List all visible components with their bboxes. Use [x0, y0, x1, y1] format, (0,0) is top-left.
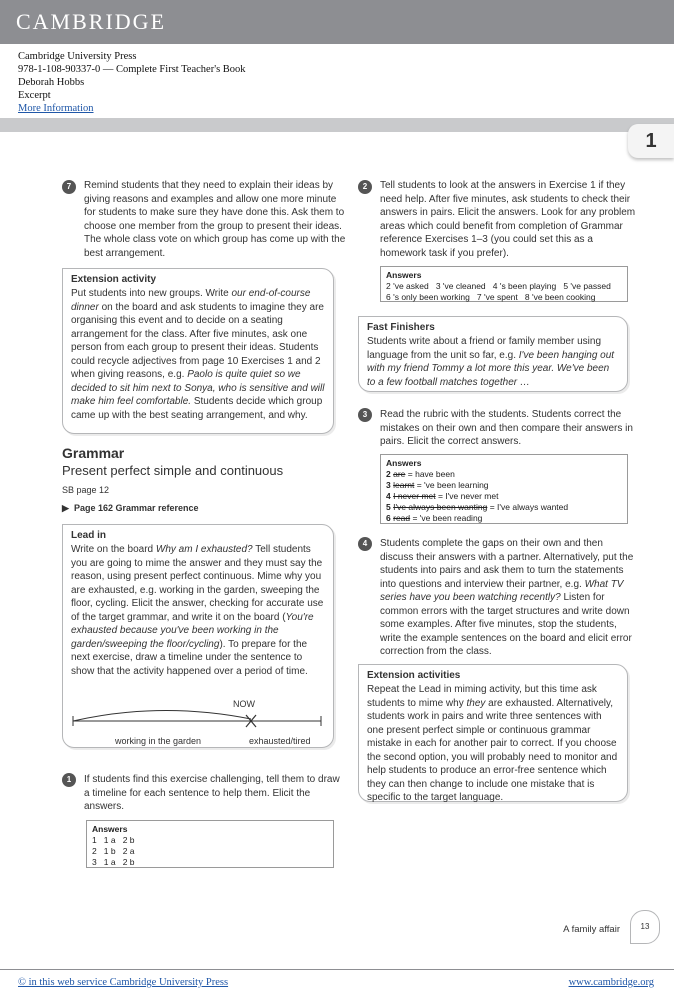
- answer-row: 5 I've always been wanting = I've always wanted: [386, 502, 569, 512]
- step-1-text: If students find this exercise challenging, tell them to draw a timeline for each sentence to help them. Elicit the answers.: [84, 774, 340, 812]
- answer-row: 6 read = 've been reading: [386, 513, 483, 523]
- grammar-reference: ▶ Page 162 Grammar reference: [62, 503, 199, 513]
- copyright-link[interactable]: © in this web service Cambridge University Press: [18, 977, 229, 988]
- step-number: 4: [358, 537, 372, 551]
- timeline-right-label: exhausted/tired: [249, 736, 311, 746]
- cambridge-logo: CAMBRIDGE: [16, 9, 167, 34]
- answers-box-2: [380, 266, 628, 302]
- excerpt-label: Excerpt: [18, 90, 51, 101]
- lead-in-box: [62, 524, 334, 748]
- more-information-link[interactable]: More Information: [18, 103, 94, 114]
- extension-activities-box: [358, 664, 628, 802]
- timeline-now-label: NOW: [233, 699, 255, 709]
- answers-title: Answers: [386, 270, 422, 280]
- lead-in-text: Write on the board Why am I exhausted? Tell students you are going to mime the answer and they must say the reason, using present perfect continuous. Mime why you are exhausted, e.g. working in the garden, sweeping the floor, cycling. Elicit the answer, checking for accurate use of the target grammar, and write it on the board (You're exhausted because you've been working in the garden/sweeping the floor/cycling). To prepare for the next exercise, draw a timeline under the sentence to show that the activity happened over a period of time.: [71, 544, 324, 677]
- fast-finishers-text: Students write about a friend or family member using language from the unit so far, e.g. I've been hanging out with my friend Tommy a lot more this year. We've been to a few football matches together …: [367, 336, 615, 388]
- step-4-text: Students complete the gaps on their own and then discuss their answers with a partner. Alternatively, put the students into pairs and ask them to turn the statements into questions and interview their partner, e.g. What TV series have you been watching recently? Listen for common errors with the target structures and write down some examples. After five minutes, stop the students, write the example sentences on the board and elicit error correction from the class.: [380, 538, 634, 657]
- answers-title: Answers: [386, 458, 422, 468]
- isbn-line: 978-1-108-90337-0 — Complete First Teacher's Book: [18, 64, 246, 75]
- publisher-name: Cambridge University Press: [18, 51, 137, 62]
- step-number: 3: [358, 408, 372, 422]
- footer-divider: [0, 969, 674, 970]
- lead-in-title: Lead in: [71, 530, 107, 541]
- answer-row: 2 1 b 2 a: [92, 846, 135, 856]
- step-7-text: Remind students that they need to explain their ideas by giving reasons and examples and allow one more minute for students to make sure they have done this. Ask them to choose one member from the group to present their ideas. The whole class vote on which group has come up with the best arrangement.: [84, 180, 346, 259]
- answer-row: 6 's only been working 7 've spent 8 've been cooking: [386, 292, 596, 302]
- extension-activities-title: Extension activities: [367, 670, 461, 681]
- answers-title: Answers: [92, 824, 128, 834]
- answer-row: 2 've asked 3 've cleaned 4 's been playing 5 've passed: [386, 281, 611, 291]
- answer-row: 4 I never met = I've never met: [386, 491, 499, 501]
- publisher-banner: [0, 0, 674, 44]
- step-number: 7: [62, 180, 76, 194]
- author-name: Deborah Hobbs: [18, 77, 85, 88]
- answer-row: 1 1 a 2 b: [92, 835, 135, 845]
- extension-activity-title: Extension activity: [71, 274, 157, 285]
- extension-activity-box: [62, 268, 334, 434]
- answer-row: 2 are = have been: [386, 469, 455, 479]
- grammar-subheading: Present perfect simple and continuous: [62, 463, 284, 478]
- grammar-heading: Grammar: [62, 445, 125, 461]
- chapter-badge: 1: [628, 124, 674, 158]
- sb-page-label: SB page 12: [62, 485, 110, 495]
- step-number: 1: [62, 773, 76, 787]
- play-triangle-icon: ▶: [62, 503, 69, 513]
- answer-row: 3 1 a 2 b: [92, 857, 135, 867]
- header-band: [0, 118, 674, 132]
- answers-box-1: [86, 820, 334, 868]
- step-3-text: Read the rubric with the students. Students correct the mistakes on their own and then compare their answers in pairs. Elicit the correct answers.: [380, 409, 633, 447]
- answer-row: 3 learnt = 've been learning: [386, 480, 489, 490]
- fast-finishers-box: [358, 316, 628, 392]
- website-link[interactable]: www.cambridge.org: [568, 977, 654, 988]
- page-number: 13: [630, 910, 660, 944]
- answers-box-3: [380, 454, 628, 524]
- extension-activity-text: Put students into new groups. Write our end-of-course dinner on the board and ask students to imagine they are organising this event and to decide on a seating arrangement for the class. After five minutes, ask one person from each group to present their ideas. Students could recycle adjectives from page 10 Exercises 1 and 2 when giving reasons, e.g. Paolo is quite quiet so we decided to sit him next to Sonya, who is sensitive and will make him feel comfortable. Students decide which group came up with the best seating arrangement, and why.: [71, 288, 325, 421]
- book-meta: [18, 50, 246, 115]
- step-number: 2: [358, 180, 372, 194]
- extension-activities-text: Repeat the Lead in miming activity, but this time ask students to mime why they are exhausted. Alternatively, students work in pairs and write three sentences with one present perfect simple or continuous grammar mistake in each for another pair to correct. If you choose the second option, you will probably need to monitor and help students to produce an error-free sentence which they can then change to include one mistake that is specific to the target language.: [367, 684, 618, 803]
- fast-finishers-title: Fast Finishers: [367, 322, 435, 333]
- section-title: A family affair: [563, 924, 620, 935]
- timeline-left-label: working in the garden: [115, 736, 202, 746]
- step-2-text: Tell students to look at the answers in Exercise 1 if they need help. After five minutes, ask students to check their answers in pairs. Elicit the answers. Look for any problem areas which could benefit from completion of Grammar reference Exercises 1–3 (you could set this as a homework task if you prefer).: [380, 180, 636, 259]
